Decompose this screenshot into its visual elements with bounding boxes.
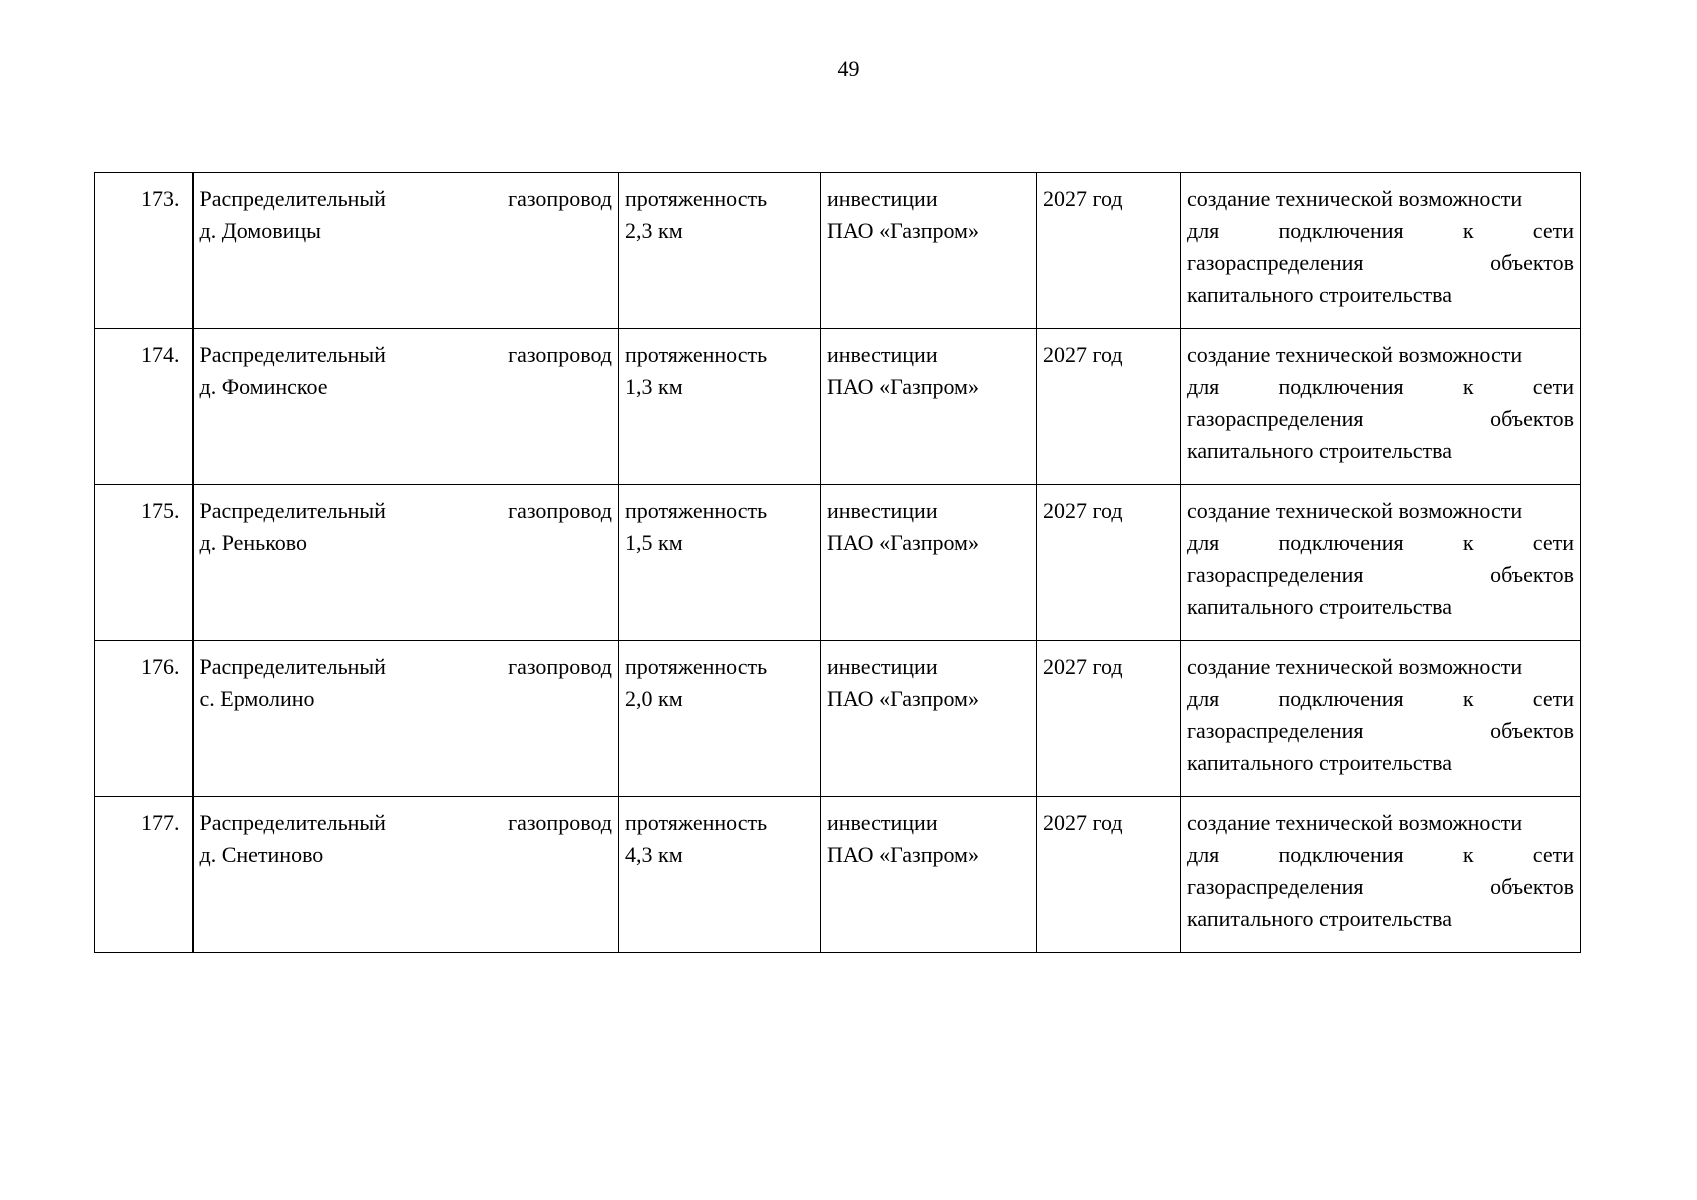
- purpose-cell: [1181, 797, 1581, 953]
- length-value: 2,3 км: [625, 218, 683, 243]
- purpose-word: к: [1462, 686, 1474, 711]
- year-cell: 2027 год: [1037, 329, 1181, 485]
- year-cell: 2027 год: [1037, 173, 1181, 329]
- purpose-word: сети: [1532, 218, 1574, 243]
- year-cell: 2027 год: [1037, 485, 1181, 641]
- purpose-word: подключения: [1278, 842, 1404, 867]
- purpose-line4: капитального строительства: [1187, 438, 1453, 463]
- purpose-word: газораспределения: [1187, 250, 1364, 275]
- purpose-line4: капитального строительства: [1187, 594, 1453, 619]
- page-number: 49: [837, 56, 860, 81]
- object-name-cell: [193, 485, 619, 641]
- funding-cell: [821, 173, 1037, 329]
- object-kind: газопровод: [508, 498, 612, 523]
- purpose-line4: капитального строительства: [1187, 282, 1453, 307]
- length-label: протяженность: [625, 186, 768, 211]
- purpose-word: для: [1187, 842, 1220, 867]
- length-value: 2,0 км: [625, 686, 683, 711]
- length-value: 4,3 км: [625, 842, 683, 867]
- purpose-line1: создание технической возможности: [1187, 342, 1523, 367]
- purpose-word: газораспределения: [1187, 718, 1364, 743]
- object-location: с. Ермолино: [199, 686, 315, 711]
- purpose-word: подключения: [1278, 374, 1404, 399]
- funding-line2: ПАО «Газпром»: [827, 374, 979, 399]
- object-type: Распределительный: [199, 186, 386, 211]
- purpose-line4: капитального строительства: [1187, 750, 1453, 775]
- purpose-word: объектов: [1490, 874, 1574, 899]
- row-number: 174.: [95, 329, 193, 485]
- object-kind: газопровод: [508, 810, 612, 835]
- object-name-cell: [193, 173, 619, 329]
- table-row: [95, 485, 1581, 641]
- purpose-word: сети: [1532, 374, 1574, 399]
- funding-cell: [821, 797, 1037, 953]
- funding-line2: ПАО «Газпром»: [827, 686, 979, 711]
- purpose-word: к: [1462, 842, 1474, 867]
- purpose-word: сети: [1532, 530, 1574, 555]
- purpose-cell: [1181, 641, 1581, 797]
- funding-line2: ПАО «Газпром»: [827, 218, 979, 243]
- table-row: [95, 329, 1581, 485]
- object-location: д. Снетиново: [199, 842, 324, 867]
- purpose-word: газораспределения: [1187, 406, 1364, 431]
- funding-line1: инвестиции: [827, 342, 938, 367]
- object-type: Распределительный: [199, 654, 386, 679]
- row-number: 176.: [95, 641, 193, 797]
- purpose-word: сети: [1532, 686, 1574, 711]
- length-label: протяженность: [625, 654, 768, 679]
- row-number: 173.: [95, 173, 193, 329]
- object-location: д. Домовицы: [199, 218, 321, 243]
- object-location: д. Реньково: [199, 530, 308, 555]
- funding-cell: [821, 641, 1037, 797]
- object-kind: газопровод: [508, 186, 612, 211]
- purpose-word: газораспределения: [1187, 874, 1364, 899]
- purpose-word: объектов: [1490, 562, 1574, 587]
- object-name-cell: [193, 797, 619, 953]
- table-row: [95, 173, 1581, 329]
- funding-cell: [821, 485, 1037, 641]
- objects-table: [94, 172, 1581, 953]
- object-type: Распределительный: [199, 498, 386, 523]
- object-type: Распределительный: [199, 810, 386, 835]
- purpose-word: газораспределения: [1187, 562, 1364, 587]
- length-label: протяженность: [625, 810, 768, 835]
- purpose-word: сети: [1532, 842, 1574, 867]
- funding-line2: ПАО «Газпром»: [827, 530, 979, 555]
- funding-line1: инвестиции: [827, 186, 938, 211]
- length-cell: [619, 797, 821, 953]
- row-number: 177.: [95, 797, 193, 953]
- length-cell: [619, 173, 821, 329]
- purpose-word: подключения: [1278, 218, 1404, 243]
- length-label: протяженность: [625, 498, 768, 523]
- purpose-word: объектов: [1490, 406, 1574, 431]
- object-kind: газопровод: [508, 654, 612, 679]
- purpose-cell: [1181, 485, 1581, 641]
- row-number: 175.: [95, 485, 193, 641]
- object-location: д. Фоминское: [199, 374, 328, 399]
- purpose-word: к: [1462, 530, 1474, 555]
- purpose-word: для: [1187, 686, 1220, 711]
- length-value: 1,3 км: [625, 374, 683, 399]
- length-cell: [619, 329, 821, 485]
- purpose-word: для: [1187, 530, 1220, 555]
- length-label: протяженность: [625, 342, 768, 367]
- purpose-word: к: [1462, 374, 1474, 399]
- length-cell: [619, 641, 821, 797]
- purpose-word: объектов: [1490, 250, 1574, 275]
- purpose-line1: создание технической возможности: [1187, 810, 1523, 835]
- funding-cell: [821, 329, 1037, 485]
- year-cell: 2027 год: [1037, 641, 1181, 797]
- purpose-line1: создание технической возможности: [1187, 186, 1523, 211]
- purpose-cell: [1181, 329, 1581, 485]
- length-cell: [619, 485, 821, 641]
- funding-line1: инвестиции: [827, 810, 938, 835]
- purpose-word: для: [1187, 218, 1220, 243]
- table-row: [95, 797, 1581, 953]
- length-value: 1,5 км: [625, 530, 683, 555]
- purpose-line1: создание технической возможности: [1187, 654, 1523, 679]
- purpose-line4: капитального строительства: [1187, 906, 1453, 931]
- purpose-word: для: [1187, 374, 1220, 399]
- object-type: Распределительный: [199, 342, 386, 367]
- purpose-cell: [1181, 173, 1581, 329]
- purpose-word: объектов: [1490, 718, 1574, 743]
- funding-line2: ПАО «Газпром»: [827, 842, 979, 867]
- year-cell: 2027 год: [1037, 797, 1181, 953]
- table-row: [95, 641, 1581, 797]
- object-kind: газопровод: [508, 342, 612, 367]
- funding-line1: инвестиции: [827, 654, 938, 679]
- purpose-word: подключения: [1278, 686, 1404, 711]
- object-name-cell: [193, 641, 619, 797]
- purpose-line1: создание технической возможности: [1187, 498, 1523, 523]
- funding-line1: инвестиции: [827, 498, 938, 523]
- object-name-cell: [193, 329, 619, 485]
- purpose-word: подключения: [1278, 530, 1404, 555]
- purpose-word: к: [1462, 218, 1474, 243]
